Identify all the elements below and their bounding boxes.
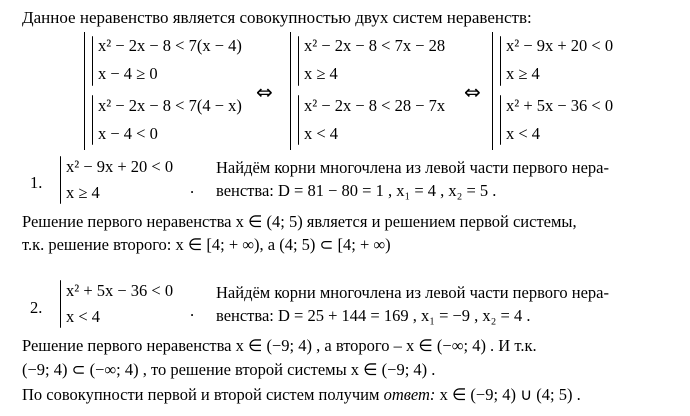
answer-label: ответ: [383,385,436,404]
set3-sys1-line1: x² − 9x + 20 < 0 [506,36,614,55]
para1-line2: т.к. решение второго: x ∈ [4; + ∞), а (4; 5) ⊂ [4; + ∞) [22,235,391,254]
period: . [190,301,195,320]
set1-sys2-line1: x² − 2x − 8 < 7(4 − x) [98,96,242,115]
item2-text-line1: Найдём корни многочлена из левой части первого нера- [216,283,609,302]
system-brace [60,280,61,328]
para2-line1: Решение первого неравенства x ∈ (−9; 4) , а второго – x ∈ (−∞; 4) . И т.к. [22,336,537,355]
set1-sys1-line2: x − 4 ≥ 0 [98,64,158,83]
intro-text: Данное неравенство является совокупностью двух систем неравенств: [22,8,532,27]
set-bracket [84,32,85,150]
set1-sys2-line2: x − 4 < 0 [98,124,158,143]
answer-value: x ∈ (−9; 4) ∪ (4; 5) . [439,385,581,404]
item2-system-line1: x² + 5x − 36 < 0 [66,281,174,300]
item1-text-line2: венства: D = 81 − 80 = 1 , x₁ = 4 , x₂ = 5 . [216,181,497,200]
system-brace [500,36,501,86]
para1-line1: Решение первого неравенства x ∈ (4; 5) является и решением первой системы, [22,212,577,231]
item-number: 2. [30,298,43,317]
set2-sys2-line2: x < 4 [304,124,339,143]
set2-sys1-line1: x² − 2x − 8 < 7x − 28 [304,36,446,55]
system-brace [500,95,501,145]
set2-sys2-line1: x² − 2x − 8 < 28 − 7x [304,96,446,115]
final-line [22,385,581,405]
set3-sys2-line1: x² + 5x − 36 < 0 [506,96,614,115]
set-bracket [290,32,291,150]
item1-system-line2: x ≥ 4 [66,183,100,202]
item2-system-line2: x < 4 [66,307,101,326]
set3-sys2-line2: x < 4 [506,124,541,143]
item-number: 1. [30,173,43,192]
period: . [190,178,195,197]
item2-text-line2: венства: D = 25 + 144 = 169 , x₁ = −9 , x₂ = 4 . [216,306,531,325]
equivalence-arrow: ⇔ [464,80,481,104]
set-bracket [492,32,493,150]
item1-system-line1: x² − 9x + 20 < 0 [66,157,174,176]
system-brace [60,156,61,204]
equivalence-arrow: ⇔ [256,80,273,104]
set1-sys1-line1: x² − 2x − 8 < 7(x − 4) [98,36,242,55]
para2-line2: (−9; 4) ⊂ (−∞; 4) , то решение второй системы x ∈ (−9; 4) . [22,360,436,379]
system-brace [92,95,93,145]
system-brace [92,36,93,86]
system-brace [298,36,299,86]
final-prefix: По совокупности первой и второй систем получим [22,385,380,404]
item1-text-line1: Найдём корни многочлена из левой части первого нера- [216,158,609,177]
set2-sys1-line2: x ≥ 4 [304,64,338,83]
set3-sys1-line2: x ≥ 4 [506,64,540,83]
system-brace [298,95,299,145]
